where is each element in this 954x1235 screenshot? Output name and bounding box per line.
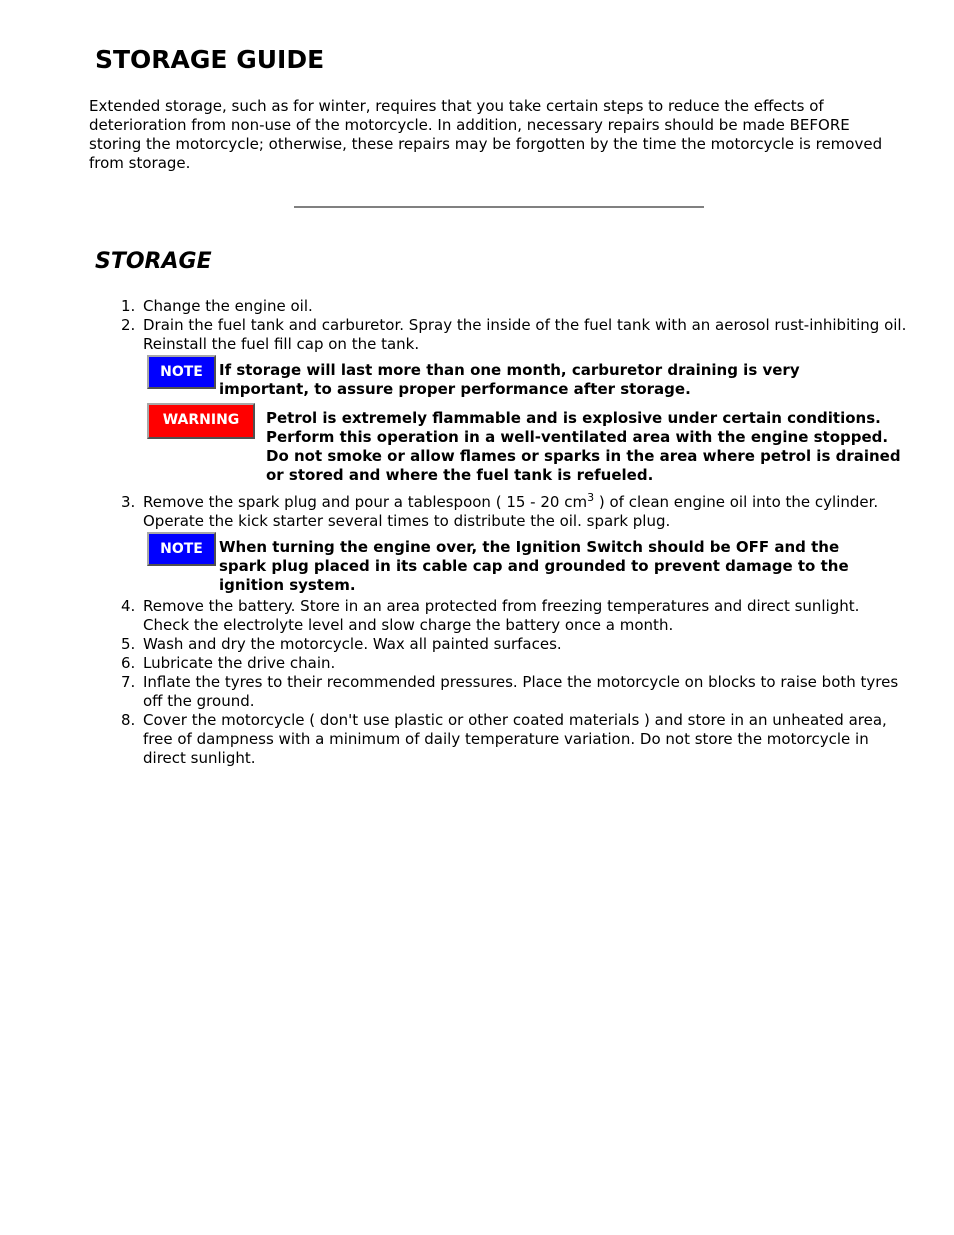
superscript-cubic: 3 — [587, 491, 595, 504]
step-text: Inflate the tyres to their recommended pressures. Place the motorcycle on blocks to raise both tyres off the ground. — [143, 673, 899, 710]
intro-paragraph: Extended storage, such as for winter, requires that you take certain steps to reduce the effects of deterioration from non-use of the motorcycle. In addition, necessary repairs should be made BEFORE storing the motorcycle; otherwise, these repairs may be forgotten by the time the motorcycle is removed from storage. — [89, 97, 883, 172]
step-2 — [121, 316, 908, 485]
step-text: Lubricate the drive chain. — [143, 654, 336, 672]
step-text: Wash and dry the motorcycle. Wax all painted surfaces. — [143, 635, 562, 653]
step-number: 3. — [121, 493, 136, 511]
step-text: Drain the fuel tank and carburetor. Spray the inside of the fuel tank with an aerosol rust-inhibiting oil. Reinstall the fuel fill cap on the tank. — [143, 316, 907, 353]
page-title: STORAGE GUIDE — [95, 45, 325, 74]
step-text: Remove the battery. Store in an area protected from freezing temperatures and direct sunlight. Check the electrolyte level and slow charge the battery once a month. — [143, 597, 860, 634]
step-1 — [121, 297, 908, 316]
note-text: If storage will last more than one month, carburetor draining is very important, to assure proper performance after storage. — [219, 361, 800, 398]
note-text: When turning the engine over, the Ignition Switch should be OFF and the spark plug placed in its cable cap and grounded to prevent damage to the ignition system. — [219, 538, 849, 594]
note-callout — [147, 532, 908, 595]
step-number: 4. — [121, 597, 136, 615]
step-number: 1. — [121, 297, 136, 315]
step-text — [143, 493, 908, 531]
warning-callout — [147, 403, 908, 485]
step-text-start: Remove the spark plug and pour a tablespoon ( 15 - 20 cm — [143, 493, 588, 511]
step-number: 2. — [121, 316, 136, 334]
step-text-end: ) of clean engine oil into the cylinder. Operate the kick starter several times to distribute the oil. spark plug. — [143, 493, 879, 530]
warning-badge: WARNING — [147, 403, 255, 439]
step-5 — [121, 635, 908, 654]
note-badge: NOTE — [147, 532, 216, 566]
step-6 — [121, 654, 908, 673]
note-callout — [147, 355, 908, 399]
step-number: 6. — [121, 654, 136, 672]
step-4 — [121, 597, 908, 635]
note-badge: NOTE — [147, 355, 216, 389]
step-3 — [121, 491, 908, 595]
step-number: 7. — [121, 673, 136, 691]
step-7 — [121, 673, 908, 711]
step-text: Cover the motorcycle ( don't use plastic or other coated materials ) and store in an unheated area, free of dampness with a minimum of daily temperature variation. Do not store the motorcycle in direct sunlight. — [143, 711, 887, 767]
storage-steps-list — [121, 297, 908, 768]
warning-text: Petrol is extremely flammable and is explosive under certain conditions. Perform this operation in a well-ventilated area with the engine stopped. Do not smoke or allow flames or sparks in the area where petrol is drained or stored and where the fuel tank is refueled. — [266, 409, 901, 484]
section-divider — [294, 206, 704, 208]
step-number: 5. — [121, 635, 136, 653]
step-number: 8. — [121, 711, 136, 729]
section-title-storage: STORAGE — [95, 249, 212, 274]
step-8 — [121, 711, 908, 768]
step-text: Change the engine oil. — [143, 297, 313, 315]
